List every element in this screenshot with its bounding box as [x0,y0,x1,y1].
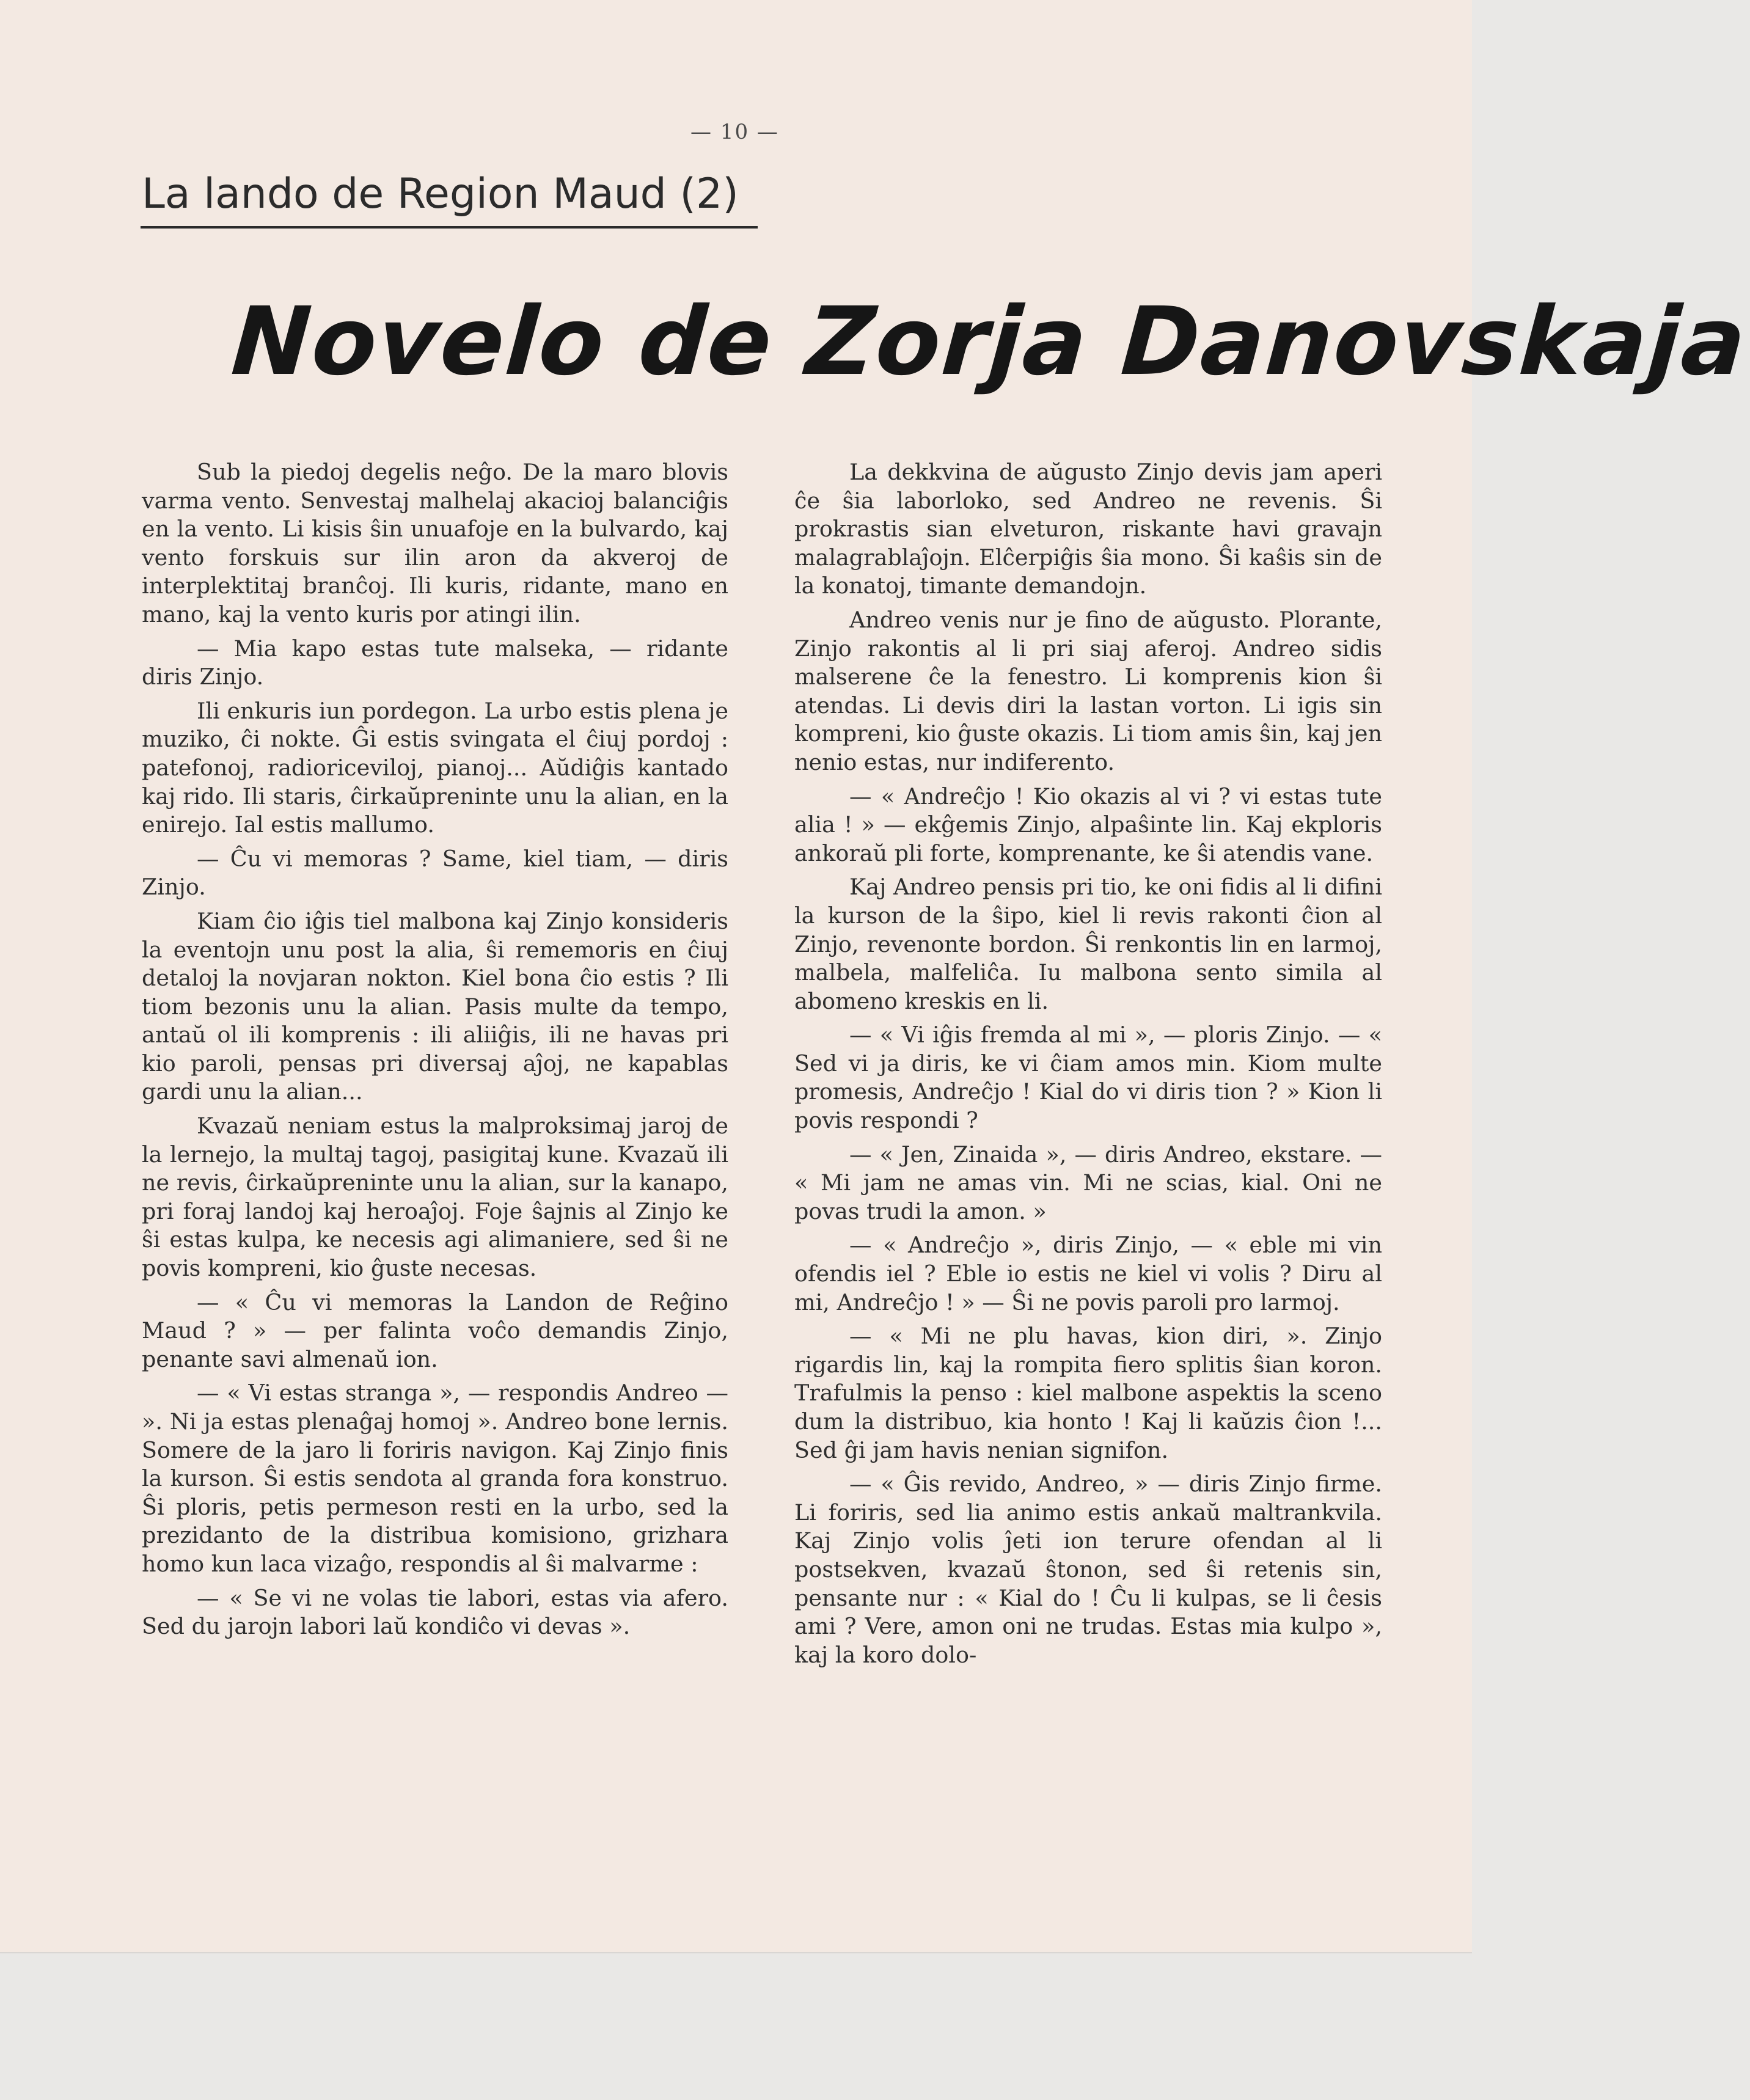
paragraph: — « Andreĉjo », diris Zinjo, — « eble mi vin ofendis iel ? Eble io estis ne kiel vi volis ? Diru al mi, Andreĉjo ! » — Ŝi ne povis paroli pro larmoj. [794,1232,1382,1315]
paragraph: — « Mi ne plu havas, kion diri, ». Zinjo rigardis lin, kaj la rompita fiero splitis ŝian koron. Trafulmis la penso : kiel malbone aspektis la sceno dum la distribuo, kia honto ! Kaj li kaŭzis ĉion !... Sed ĝi jam havis nenian signifon. [794,1323,1382,1463]
paragraph: Kaj Andreo pensis pri tio, ke oni fidis al li difini la kurson de la ŝipo, kiel li revis rakonti ĉion al Zinjo, revenonte bordon. Ŝi renkontis lin en larmoj, malbela, malfeliĉa. Iu malbona sento simila al abomeno kreskis en li. [794,874,1382,1014]
paragraph: Sub la piedoj degelis neĝo. De la maro blovis varma vento. Senvestaj malhelaj akacioj balanciĝis en la vento. Li kisis ŝin unuafoje en la bulvardo, kaj vento forskuis sur ilin aron da akveroj de interplektitaj branĉoj. Ili kuris, ridante, mano en mano, kaj la vento kuris por atingi ilin. [142,459,728,627]
paragraph: — Ĉu vi memoras ? Same, kiel tiam, — diris Zinjo. [142,845,728,901]
paragraph: Kvazaŭ neniam estus la malproksimaj jaroj de la lernejo, la multaj tagoj, pasigitaj kune. Kvazaŭ ili ne revis, ĉirkaŭpreninte unu la alian, sur la kanapo, pri foraj landoj kaj heroaĵoj. Foje ŝajnis al Zinjo ke ŝi estas kulpa, ke necesis agi alimaniere, sed ŝi ne povis kompreni, kio ĝuste necesas. [142,1113,728,1282]
paragraph: La dekkvina de aŭgusto Zinjo devis jam aperi ĉe ŝia laborloko, sed Andreo ne revenis. Ŝi prokrastis sian elveturon, riskante havi gravajn malagrablaĵojn. Elĉerpiĝis ŝia mono. Ŝi kaŝis sin de la konatoj, timante demandojn. [794,459,1382,599]
paragraph: — « Se vi ne volas tie labori, estas via afero. Sed du jarojn labori laŭ kondiĉo vi devas ». [142,1584,728,1640]
paragraph: — « Andreĉjo ! Kio okazis al vi ? vi estas tute alia ! » — ekĝemis Zinjo, alpaŝinte lin. Kaj ekploris ankoraŭ pli forte, komprenante, ke ŝi atendis vane. [794,783,1382,866]
page-number: — 10 — [690,120,779,144]
paragraph: Andreo venis nur je fino de aŭgusto. Plorante, Zinjo rakontis al li pri siaj aferoj. Andreo sidis malserene ĉe la fenestro. Li komprenis kion ŝi atendas. Li devis diri la lastan vorton. Li igis sin kompreni, kio ĝuste okazis. Li tiom amis ŝin, kaj jen nenio estas, nur indiferento. [794,606,1382,775]
title-underline [141,226,758,229]
story-headline: Novelo de Zorja Danovskaja [228,287,1750,397]
paragraph: — « Vi estas stranga », — respondis Andreo — ». Ni ja estas plenaĝaj homoj ». Andreo bone lernis. Somere de la jaro li foriris navigon. Kaj Zinjo finis la kurson. Ŝi estis sendota al granda fora konstruo. Ŝi ploris, petis permeson resti en la urbo, sed la prezidanto de la distribua komisiono, grizhara homo kun laca vizaĝo, respondis al ŝi malvarme : [142,1380,728,1577]
left-text-column [142,458,728,1647]
paragraph: Kiam ĉio iĝis tiel malbona kaj Zinjo konsideris la eventojn unu post la alia, ŝi rememoris en ĉiuj detaloj la novjaran nokton. Kiel bona ĉio estis ? Ili tiom bezonis unu la alian. Pasis multe da tempo, antaŭ ol ili komprenis : ili aliiĝis, ili ne havas pri kio paroli, pensas pri diversaj aĵoj, ne kapablas gardi unu la alian... [142,907,728,1105]
paragraph: — « Vi iĝis fremda al mi », — ploris Zinjo. — « Sed vi ja diris, ke vi ĉiam amos min. Kiom multe promesis, Andreĉjo ! Kial do vi diris tion ? » Kion li povis respondi ? [794,1022,1382,1134]
paragraph: — Mia kapo estas tute malseka, — ridante diris Zinjo. [142,635,728,690]
right-text-column [794,458,1382,1675]
paragraph: — « Ĉu vi memoras la Landon de Reĝino Maud ? » — per falinta voĉo demandis Zinjo, penante savi almenaŭ ion. [142,1289,728,1372]
section-title: La lando de Region Maud (2) [142,170,739,218]
paragraph: Ili enkuris iun pordegon. La urbo estis plena je muziko, ĉi nokte. Ĝi estis svingata el ĉiuj pordoj : patefonoj, radioriceviloj, pianoj... Aŭdiĝis kantado kaj rido. Ili staris, ĉirkaŭpreninte unu la alian, en la enirejo. Ial estis mallumo. [142,697,728,838]
paragraph: — « Ĝis revido, Andreo, » — diris Zinjo firme. Li foriris, sed lia animo estis ankaŭ maltrankvila. Kaj Zinjo volis ĵeti ion terure ofendan al li postsekven, kvazaŭ ŝtonon, sed ŝi retenis sin, pensante nur : « Kial do ! Ĉu li kulpas, se li ĉesis ami ? Vere, amon oni ne trudas. Estas mia kulpo », kaj la koro dolo- [794,1471,1382,1668]
page-edge [0,1952,1472,1953]
paragraph: — « Jen, Zinaida », — diris Andreo, ekstare. — « Mi jam ne amas vin. Mi ne scias, kial. Oni ne povas trudi la amon. » [794,1141,1382,1224]
